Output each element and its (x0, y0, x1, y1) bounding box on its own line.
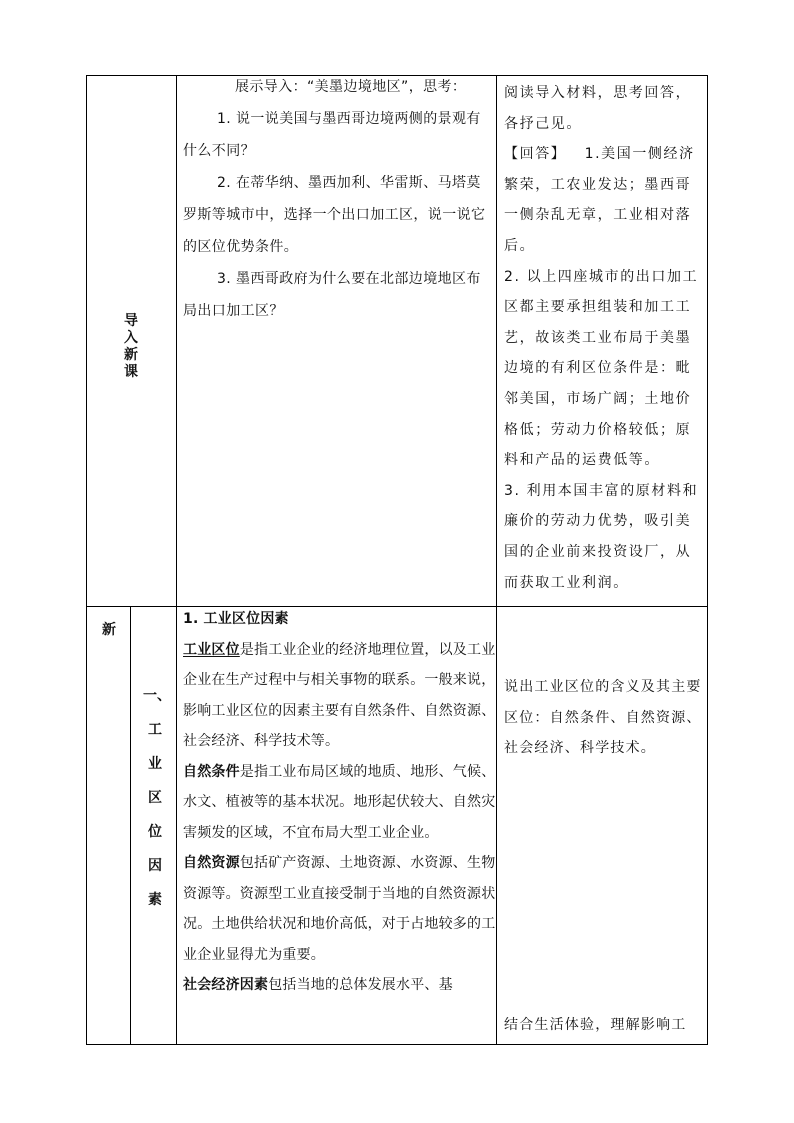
label-char: 业 (148, 756, 162, 772)
term-natural-conditions: 自然条件 (183, 763, 240, 780)
student-activity-content-2 (504, 1010, 702, 1041)
question-2: 2. 在蒂华纳、墨西加利、华雷斯、马塔莫罗斯等城市中，选择一个出口加工区，说一说它的区位优势条件。 (183, 175, 486, 255)
question-1: 1. 说一说美国与墨西哥边境两侧的景观有什么不同？ (183, 111, 481, 159)
answer-3: 3. 利用本国丰富的原材料和廉价的劳动力优势，吸引美国的企业前来投资设厂，从而获取工业利润。 (504, 482, 699, 591)
label-char: 工 (148, 722, 162, 738)
paragraph-text: 包括矿产资源、土地资源、水资源、生物资源等。资源型工业直接受制于当地的自然资源状况。土地供给状况和地价高低，对于占地较多的工业企业显得尤为重要。 (183, 855, 496, 963)
label-char: 因 (148, 858, 162, 874)
table-border-right (707, 75, 708, 1045)
section-label-intro (121, 313, 141, 381)
table-border-left (86, 75, 87, 1045)
answer-tag: 【回答】 (504, 146, 567, 163)
student-activity-intro (504, 78, 700, 598)
lesson-table (86, 75, 708, 1045)
content-heading: 1. 工业区位因素 (183, 611, 289, 627)
label-char: 课 (124, 364, 138, 380)
label-char: 位 (148, 824, 162, 840)
paragraph-text: 包括当地的总体发展水平、基 (268, 977, 453, 993)
label-char: 一、 (143, 688, 171, 704)
section-sublabel-industrial-location (143, 679, 171, 917)
term-industrial-location: 工业区位 (183, 641, 240, 658)
term-natural-resources: 自然资源 (183, 855, 240, 871)
label-char: 新 (102, 622, 116, 638)
answer-1-text: 1.美国一侧经济繁荣，工农业发达；墨西哥一侧杂乱无章，工业相对落后。 (504, 146, 695, 254)
teacher-activity-intro (183, 71, 493, 327)
paragraph-socioeconomic (183, 970, 499, 1001)
paragraph-industrial-location (183, 635, 499, 757)
student-activity-content-1 (504, 672, 702, 764)
paragraph-natural-conditions (183, 757, 499, 849)
teacher-activity-content (183, 604, 499, 1001)
question-3: 3. 墨西哥政府为什么要在北部边境地区布局出口加工区？ (183, 271, 481, 319)
column-divider-sublabel (130, 606, 131, 1045)
paragraph-text: 是指工业布局区域的地质、地形、气候、水文、植被等的基本状况。地形起伏较大、自然灾害频发的区域，不宜布局大型工业企业。 (183, 763, 496, 841)
label-char: 入 (124, 330, 138, 346)
answer-2: 2. 以上四座城市的出口加工区都主要承担组装和加工工艺，故该类工业布局于美墨边境的有利区位条件是：毗邻美国，市场广阔；土地价格低；劳动力价格较低；原料和产品的运费低等。 (504, 268, 699, 469)
term-socioeconomic: 社会经济因素 (183, 977, 269, 993)
paragraph-text: 是指工业企业的经济地理位置，以及工业企业在生产过程中与相关事物的联系。一般来说，影响工业区位的因素主要有自然条件、自然资源、社会经济、科学技术等。 (183, 641, 496, 749)
label-char: 区 (148, 790, 162, 806)
column-divider-label (176, 75, 177, 1045)
student-task-1: 说出工业区位的含义及其主要区位：自然条件、自然资源、社会经济、科学技术。 (504, 679, 702, 756)
paragraph-natural-resources (183, 848, 499, 970)
section-label-new (99, 619, 119, 639)
label-char: 素 (148, 892, 162, 908)
student-intro: 阅读导入材料，思考回答，各抒己见。 (504, 85, 692, 132)
label-char: 导 (124, 313, 138, 329)
label-char: 新 (124, 347, 138, 363)
answer-1 (504, 139, 700, 261)
student-task-2: 结合生活体验，理解影响工 (504, 1017, 687, 1033)
table-border-bottom (86, 1044, 708, 1045)
intro-prompt: 展示导入：“美墨边境地区”，思考： (235, 79, 467, 95)
